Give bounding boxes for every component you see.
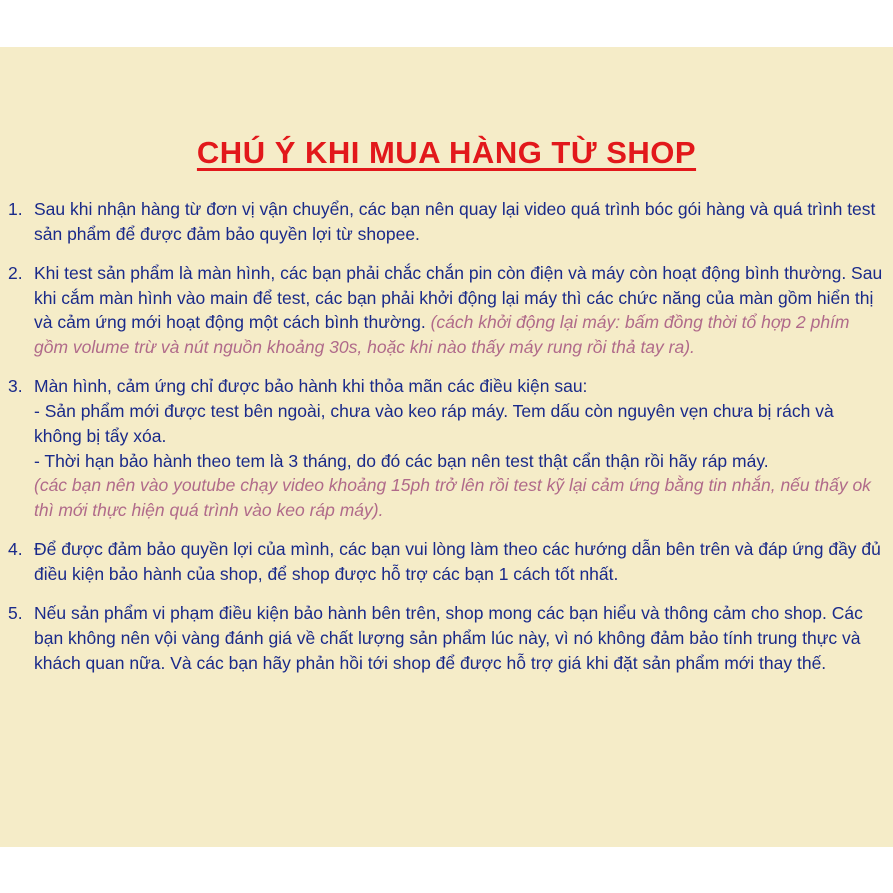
notice-subitem: - Thời hạn bảo hành theo tem là 3 tháng, do đó các bạn nên test thật cẩn thận rồi hãy ráp máy. <box>34 450 769 471</box>
notice-paragraph <box>34 601 885 676</box>
notice-item-marker: 3. <box>8 376 23 397</box>
page-title: CHÚ Ý KHI MUA HÀNG TỪ SHOP <box>196 135 697 170</box>
notice-item-body <box>34 261 885 360</box>
notice-paragraph <box>34 374 885 399</box>
notice-item-body <box>34 537 885 587</box>
notice-item <box>8 601 885 676</box>
notice-item <box>8 537 885 587</box>
notice-item-marker: 1. <box>8 199 23 219</box>
notice-item-body <box>34 601 885 676</box>
notice-paragraph <box>34 197 885 247</box>
notice-list <box>8 197 885 689</box>
notice-item-marker: 4. <box>8 539 23 560</box>
notice-item <box>8 261 885 360</box>
notice-text: Khi test sản phẩm là màn hình, các bạn phải chắc chắn pin còn điện và máy còn hoạt động bình thường. Sau khi cắm màn hình vào main để test, các bạn phải khởi động lại máy thì các chức năng của màn gồm hiển thị và cảm ứng mới hoạt động một cách bình thường. <box>34 262 883 333</box>
notice-paragraph <box>34 537 885 587</box>
notice-text: Sau khi nhận hàng từ đơn vị vận chuyển, các bạn nên quay lại video quá trình bóc gói hàng và quá trình test sản phẩm để được đảm bảo quyền lợi từ shopee. <box>34 199 876 244</box>
notice-subitem: - Sản phẩm mới được test bên ngoài, chưa vào keo ráp máy. Tem dấu còn nguyên vẹn chưa bị rách và không bị tẩy xóa. <box>34 400 834 446</box>
notice-item-body <box>34 374 885 523</box>
notice-item <box>8 197 885 247</box>
notice-item-marker: 5. <box>8 602 23 623</box>
notice-paragraph <box>34 261 885 360</box>
notice-note-block: (các bạn nên vào youtube chạy video khoảng 15ph trở lên rồi test kỹ lại cảm ứng bằng tin nhắn, nếu thấy ok thì mới thực hiện quá trình vào keo ráp máy). <box>34 475 871 521</box>
notice-text: Màn hình, cảm ứng chỉ được bảo hành khi thỏa mãn các điều kiện sau: <box>34 376 588 397</box>
notice-text: Nếu sản phẩm vi phạm điều kiện bảo hành bên trên, shop mong các bạn hiểu và thông cảm cho shop. Các bạn không nên vội vàng đánh giá về chất lượng sản phẩm lúc này, vì nó không đảm bảo tính trung thực và khách quan nữa. Và các bạn hãy phản hồi tới shop để được hỗ trợ giá khi đặt sản phẩm mới thay thế. <box>34 602 863 673</box>
notice-item-body <box>34 197 885 247</box>
notice-text: Để được đảm bảo quyền lợi của mình, các bạn vui lòng làm theo các hướng dẫn bên trên và đáp ứng đầy đủ điều kiện bảo hành của shop, để shop được hỗ trợ các bạn 1 cách tốt nhất. <box>34 539 881 584</box>
notice-card <box>0 47 893 847</box>
notice-item-marker: 2. <box>8 262 23 283</box>
notice-inline-note: (cách khởi động lại máy: bấm đồng thời tổ hợp 2 phím gồm volume trừ và nút nguồn khoảng 30s, hoặc khi nào thấy máy rung rồi thả tay ra). <box>34 312 850 358</box>
notice-item <box>8 374 885 523</box>
